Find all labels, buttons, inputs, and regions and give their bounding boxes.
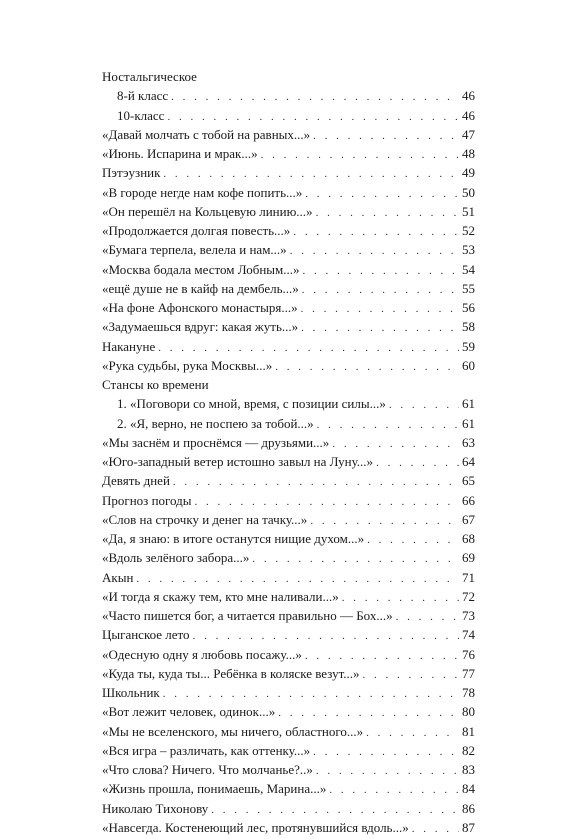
toc-page-number: 61	[462, 396, 475, 412]
toc-entry-title: «Июнь. Испарина и мрак...»	[102, 146, 258, 161]
toc-entry	[102, 337, 475, 356]
toc-entry-title: Ностальгическое	[102, 69, 197, 84]
dot-leader	[302, 262, 459, 281]
toc-entry-title: 10-класс	[117, 107, 165, 123]
toc-entry	[102, 548, 475, 567]
toc-entry	[102, 202, 475, 221]
toc-page-number: 60	[462, 357, 475, 373]
dot-leader	[367, 531, 459, 550]
toc-entry	[102, 741, 475, 760]
toc-page-number: 46	[462, 88, 475, 104]
dot-leader	[316, 204, 459, 223]
toc-entry	[102, 394, 475, 413]
dot-leader	[302, 281, 459, 300]
toc-entry-title: «Москва бодала местом Лобным...»	[102, 261, 300, 277]
toc-entry-title: «Задумаешься вдруг: какая жуть...»	[102, 319, 299, 335]
toc-entry	[102, 279, 475, 298]
toc-entry	[102, 317, 475, 336]
toc-page-number: 80	[462, 704, 475, 720]
dot-leader	[173, 473, 459, 492]
toc-entry-title: «Мы заснём и проснёмся — друзьями...»	[102, 434, 330, 450]
toc-entry	[102, 356, 475, 375]
toc-entry-title: «Вот лежит человек, одинок...»	[102, 704, 276, 720]
toc-entry-title: Школьник	[102, 685, 160, 700]
toc-page-number: 73	[462, 608, 475, 623]
toc-entry	[102, 163, 475, 182]
toc-entry-title: «На фоне Афонского монастыря...»	[102, 300, 298, 315]
toc-page-number: 47	[462, 126, 475, 142]
toc-entry	[102, 606, 475, 625]
toc-entry-title: 2. «Я, верно, не поспею за тобой...»	[117, 415, 314, 431]
dot-leader	[389, 396, 459, 415]
toc-entry	[102, 125, 475, 144]
toc-entry	[102, 433, 475, 452]
dot-leader	[293, 223, 459, 242]
toc-entry-title: Прогноз погоды	[102, 492, 192, 508]
dot-leader	[275, 358, 459, 377]
toc-page-number: 46	[462, 107, 475, 123]
toc-entry	[102, 471, 475, 490]
toc-entry	[102, 702, 475, 721]
dot-leader	[261, 146, 459, 165]
toc-page-number: 83	[462, 762, 475, 777]
toc-entry-title: «Одесную одну я любовь посажу...»	[102, 646, 302, 662]
toc-entry	[102, 779, 475, 798]
toc-entry-title: «Бумага терпела, велела и нам...»	[102, 242, 287, 258]
toc-entry-title: Цыганское лето	[102, 627, 190, 643]
toc-page-number: 81	[462, 723, 475, 739]
toc-entry	[102, 587, 475, 606]
toc-entry-title: «Юго-западный ветер истошно завыл на Луну...»	[102, 454, 374, 469]
toc-entry	[102, 529, 475, 548]
dot-leader	[317, 416, 459, 435]
toc-entry	[102, 86, 475, 105]
toc-page-number: 74	[462, 627, 475, 643]
toc-entry-title: «Вся игра – различать, как оттенку...»	[102, 742, 311, 758]
toc-entry-title: Накануне	[102, 338, 156, 354]
dot-leader	[290, 242, 459, 261]
toc-entry-title: «Да, я знаю: в итоге останутся нищие духом...»	[102, 531, 365, 546]
toc-entry	[102, 240, 475, 259]
toc-entry-title: «Слов на строчку и денег на тачку...»	[102, 511, 308, 527]
toc-entry	[102, 510, 475, 529]
dot-leader	[305, 185, 459, 204]
toc-entry-title: «Навсегда. Костенеющий лес, протянувшийся вдоль...»	[102, 819, 409, 835]
dot-leader	[376, 454, 459, 473]
toc-entry-title: «Вдоль зелёного забора...»	[102, 550, 250, 566]
toc-page-number: 72	[462, 588, 475, 604]
toc-entry-title: «Рука судьбы, рука Москвы...»	[102, 357, 273, 373]
toc-page-number: 65	[462, 473, 475, 489]
toc-page-number: 52	[462, 223, 475, 238]
toc-entry	[102, 760, 475, 779]
toc-entry	[102, 683, 475, 702]
toc-entry	[102, 298, 475, 317]
dot-leader	[313, 743, 459, 762]
toc-page-number: 61	[462, 415, 475, 431]
toc-page-number: 55	[462, 280, 475, 296]
toc-page-number: 82	[462, 742, 475, 758]
toc-entry	[102, 144, 475, 163]
toc-entry-title: Николаю Тихонову	[102, 800, 209, 816]
toc-page-number: 59	[462, 338, 475, 354]
toc-page-number: 49	[462, 165, 475, 181]
toc-entry	[102, 221, 475, 240]
toc-entry	[102, 645, 475, 664]
toc-page-number: 84	[462, 781, 475, 797]
toc-entry	[102, 183, 475, 202]
toc-entry	[102, 491, 475, 510]
table-of-contents	[102, 67, 475, 837]
toc-entry-title: Пэтэузник	[102, 165, 161, 181]
toc-entry-title: «И тогда я скажу тем, кто мне наливали...»	[102, 588, 339, 604]
toc-page-number: 54	[462, 261, 475, 277]
toc-page-number: 78	[462, 685, 475, 700]
dot-leader	[412, 820, 459, 839]
toc-page-number: 76	[462, 646, 475, 662]
toc-entry-title: 8-й класс	[117, 88, 169, 104]
toc-page-number: 71	[462, 569, 475, 585]
toc-entry-title: «Часто пишется бог, а читается правильно — Бох...»	[102, 608, 393, 623]
toc-entry-title: «Жизнь прошла, понимаешь, Марина...»	[102, 781, 327, 797]
toc-entry	[102, 799, 475, 818]
toc-page-number: 77	[462, 665, 475, 681]
toc-section-heading	[102, 67, 475, 86]
toc-page-number: 64	[462, 454, 475, 469]
toc-entry-title: «Продолжается долгая повесть...»	[102, 223, 291, 238]
toc-page-number: 51	[462, 203, 475, 219]
toc-page-number: 87	[462, 819, 475, 835]
toc-entry	[102, 664, 475, 683]
toc-page-number: 58	[462, 319, 475, 335]
toc-page-number: 68	[462, 531, 475, 546]
toc-page-number: 66	[462, 492, 475, 508]
toc-page-number: 69	[462, 550, 475, 566]
toc-page-number: 86	[462, 800, 475, 816]
toc-entry	[102, 625, 475, 644]
dot-leader	[316, 762, 459, 781]
toc-entry	[102, 722, 475, 741]
dot-leader	[301, 319, 459, 338]
toc-page-number: 53	[462, 242, 475, 258]
dot-leader	[363, 666, 459, 685]
toc-entry-title: Акын	[102, 569, 134, 585]
toc-entry	[102, 260, 475, 279]
toc-page-number: 56	[462, 300, 475, 315]
toc-entry	[102, 106, 475, 125]
toc-entry-title: «Мы не вселенского, мы ничего, областного...»	[102, 723, 364, 739]
toc-entry	[102, 414, 475, 433]
toc-page-number: 67	[462, 511, 475, 527]
toc-page-number: 50	[462, 184, 475, 200]
toc-entry	[102, 452, 475, 471]
toc-page-number: 48	[462, 146, 475, 161]
dot-leader	[313, 127, 459, 146]
toc-entry-title: «Что слова? Ничего. Что молчанье?..»	[102, 762, 313, 777]
toc-entry	[102, 818, 475, 837]
dot-leader	[366, 724, 459, 743]
toc-section-heading	[102, 375, 475, 394]
toc-entry-title: Стансы ко времени	[102, 377, 209, 392]
toc-entry-title: 1. «Поговори со мной, время, с позиции силы...»	[117, 396, 386, 412]
toc-page-number: 63	[462, 434, 475, 450]
dot-leader	[301, 300, 459, 319]
dot-leader	[252, 550, 459, 569]
dot-leader	[329, 781, 459, 800]
dot-leader	[396, 608, 459, 627]
toc-entry-title: Девять дней	[102, 473, 170, 489]
toc-entry-title: «Давай молчать с тобой на равных...»	[102, 126, 311, 142]
toc-entry-title: «Куда ты, куда ты... Ребёнка в коляске везут...»	[102, 665, 360, 681]
dot-leader	[171, 88, 459, 107]
toc-entry-title: «Он перешёл на Кольцевую линию...»	[102, 203, 313, 219]
toc-entry	[102, 568, 475, 587]
toc-entry-title: «ещё душе не в кайф на дембель...»	[102, 280, 299, 296]
toc-entry-title: «В городе негде нам кофе попить...»	[102, 184, 303, 200]
